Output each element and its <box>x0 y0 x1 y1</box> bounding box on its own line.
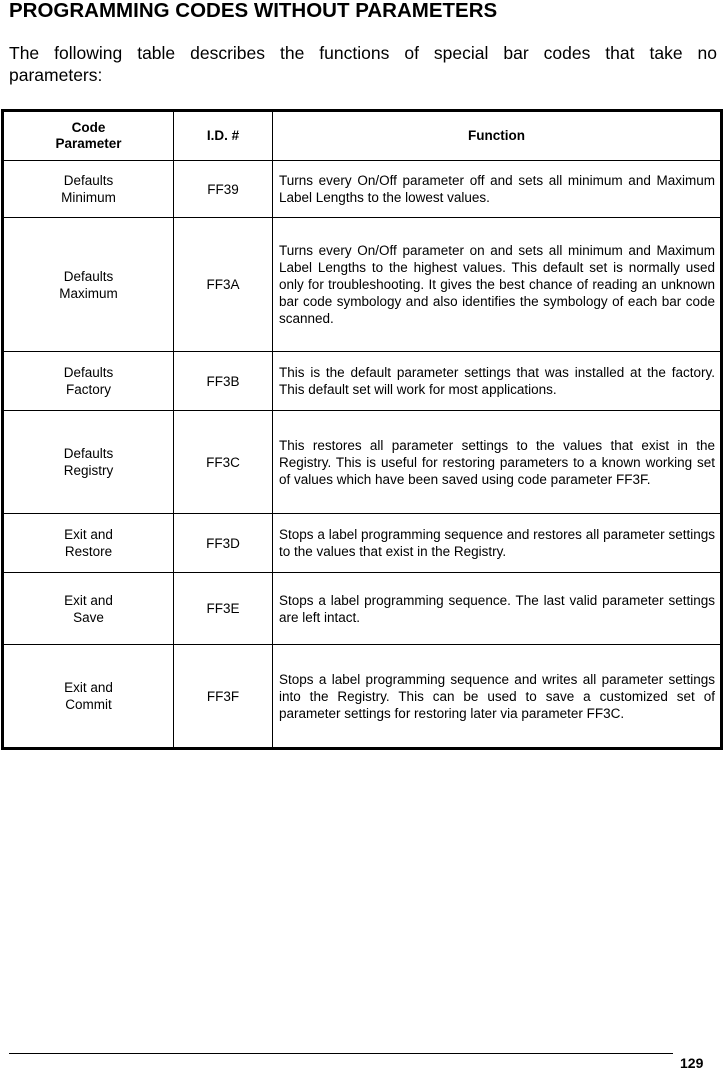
table-row <box>3 411 722 514</box>
header-code-line1: Code <box>71 120 106 135</box>
code-line1: Defaults <box>63 446 114 461</box>
code-parameter-cell <box>3 514 174 573</box>
code-line2: Factory <box>65 382 111 397</box>
id-cell: FF3D <box>174 514 273 573</box>
code-line1: Defaults <box>63 365 114 380</box>
code-line2: Minimum <box>61 190 116 205</box>
code-line2: Save <box>73 609 104 625</box>
code-parameter-cell <box>3 218 174 352</box>
function-cell: Stops a label programming sequence and restores all parameter settings to the values that exist in the Registry. <box>273 514 722 573</box>
code-parameter-cell <box>3 573 174 645</box>
function-cell: Turns every On/Off parameter off and sets all minimum and Maximum Label Lengths to the lowest values. <box>273 161 722 218</box>
code-line1: Exit and <box>64 680 113 695</box>
id-cell: FF3B <box>174 352 273 411</box>
code-line1: Exit and <box>64 592 113 608</box>
code-line2: Commit <box>65 697 112 712</box>
table-header-row <box>3 111 722 161</box>
id-cell: FF3C <box>174 411 273 514</box>
id-cell: FF3A <box>174 218 273 352</box>
header-code-parameter <box>3 111 174 161</box>
table-row <box>3 352 722 411</box>
header-id: I.D. # <box>174 111 273 161</box>
table-row <box>3 573 722 645</box>
code-line2: Maximum <box>59 285 118 301</box>
id-cell: FF3E <box>174 573 273 645</box>
header-code-line2: Parameter <box>55 136 122 151</box>
table-row <box>3 645 722 749</box>
function-cell: This restores all parameter settings to the values that exist in the Registry. This is useful for restoring parameters to a known working set of values which have been saved using code parameter FF3F. <box>273 411 722 514</box>
code-line1: Defaults <box>63 268 114 284</box>
function-cell: Stops a label programming sequence and writes all parameter settings into the Registry. This can be used to save a customized set of parameter settings for restoring later via parameter FF3C. <box>273 645 722 749</box>
intro-paragraph: The following table describes the functions of special bar codes that take no parameters: <box>9 43 717 85</box>
code-line2: Registry <box>63 463 114 478</box>
table-row <box>3 161 722 218</box>
id-cell: FF39 <box>174 161 273 218</box>
page-number: 129 <box>680 1055 704 1071</box>
table-row <box>3 218 722 352</box>
function-cell: Stops a label programming sequence. The last valid parameter settings are left intact. <box>273 573 722 645</box>
header-function: Function <box>273 111 722 161</box>
page-title: PROGRAMMING CODES WITHOUT PARAMETERS <box>9 0 498 22</box>
code-line1: Exit and <box>64 527 113 542</box>
id-cell: FF3F <box>174 645 273 749</box>
code-line1: Defaults <box>63 173 114 188</box>
table-row <box>3 514 722 573</box>
codes-table <box>1 109 723 750</box>
code-parameter-cell <box>3 352 174 411</box>
code-line2: Restore <box>64 544 113 559</box>
code-parameter-cell <box>3 645 174 749</box>
function-cell: Turns every On/Off parameter on and sets all minimum and Maximum Label Lengths to the highest values. This default set is normally used only for troubleshooting. It gives the best chance of reading an unknown bar code symbology and also identifies the symbology of each bar code scanned. <box>273 218 722 352</box>
code-parameter-cell <box>3 411 174 514</box>
code-parameter-cell <box>3 161 174 218</box>
function-cell: This is the default parameter settings that was installed at the factory. This default set will work for most applications. <box>273 352 722 411</box>
footer-rule <box>9 1053 673 1054</box>
